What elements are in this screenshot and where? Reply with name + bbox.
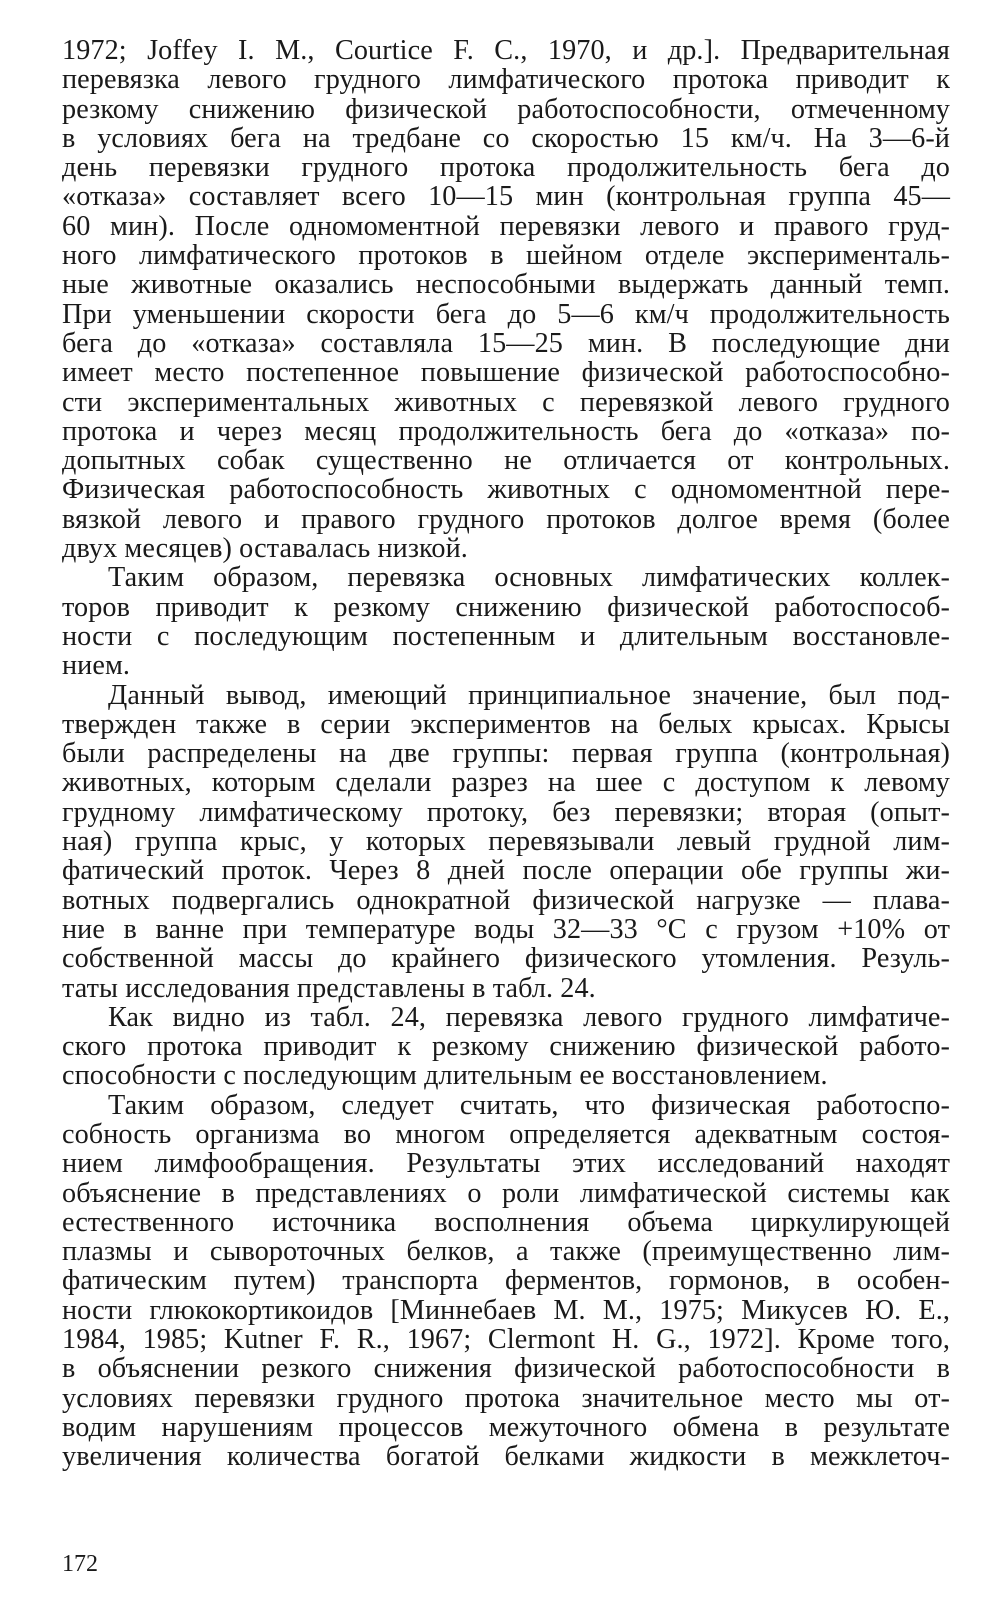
text-line: Таким образом, следует считать, что физическая работоспо- [108, 1089, 950, 1121]
text-line: допытных собак существенно не отличается от контрольных. [62, 445, 950, 477]
text-line: резкому снижению физической работоспособности, отмеченному [62, 93, 950, 125]
text-line: естественного источника восполнения объема циркулирующей [62, 1206, 950, 1238]
paragraph-4 [62, 1003, 950, 1091]
text-line: Как видно из табл. 24, перевязка левого грудного лимфатиче- [108, 1001, 950, 1033]
text-line: собственной массы до крайнего физического утомления. Резуль- [62, 943, 950, 975]
text-line: двух месяцев) оставалась низкой. [62, 533, 468, 565]
text-line: ского протока приводит к резкому снижению физической работо- [62, 1031, 950, 1063]
text-line: способности с последующим длительным ее восстановлением. [62, 1060, 828, 1092]
text-line: торов приводит к резкому снижению физической работоспособ- [62, 591, 950, 623]
text-line: в условиях бега на тредбане со скоростью 15 км/ч. На 3—6-й [62, 122, 950, 154]
paragraph-2 [62, 563, 950, 680]
text-line: грудному лимфатическому протоку, без перевязки; вторая (опыт- [62, 796, 950, 828]
text-line: вотных подвергались однократной физической нагрузке — плава- [62, 884, 950, 916]
text-line: протока и через месяц продолжительность бега до «отказа» по- [62, 415, 950, 447]
text-line: нием. [62, 650, 131, 682]
text-line: 1972; Joffey I. M., Courtice F. C., 1970, и др.]. Предварительная [62, 35, 950, 66]
text-line: 60 мин). После одномоментной перевязки левого и правого груд- [62, 210, 950, 242]
text-line: бега до «отказа» составляла 15—25 мин. В последующие дни [62, 327, 950, 359]
text-line: были распределены на две группы: первая группа (контрольная) [62, 738, 950, 770]
text-line: «отказа» составляет всего 10—15 мин (контрольная группа 45— [62, 181, 950, 213]
text-line: При уменьшении скорости бега до 5—6 км/ч продолжительность [62, 298, 950, 330]
text-line: Таким образом, перевязка основных лимфатических коллек- [108, 562, 950, 594]
text-line: ности глюкокортикоидов [Миннебаев М. М., 1975; Микусев Ю. Е., [62, 1294, 950, 1326]
text-line: условиях перевязки грудного протока значительное место мы от- [62, 1382, 950, 1414]
paragraph-1 [62, 36, 950, 563]
text-line: ные животные оказались неспособными выдержать данный темп. [62, 269, 950, 301]
text-line: в объяснении резкого снижения физической работоспособности в [62, 1353, 950, 1385]
text-line: твержден также в серии экспериментов на белых крысах. Крысы [62, 708, 950, 740]
text-line: объяснение в представлениях о роли лимфатической системы как [62, 1177, 950, 1209]
text-line: день перевязки грудного протока продолжительность бега до [62, 152, 950, 184]
text-line: ности с последующим постепенным и длительным восстановле- [62, 620, 950, 652]
page-body [62, 36, 950, 1472]
text-line: перевязка левого грудного лимфатического протока приводит к [62, 64, 950, 96]
text-line: Физическая работоспособность животных с одномоментной пере- [62, 474, 950, 506]
text-line: собность организма во многом определяется адекватным состоя- [62, 1118, 950, 1150]
text-line: ная) группа крыс, у которых перевязывали левый грудной лим- [62, 826, 950, 858]
text-line: 1984, 1985; Kutner F. R., 1967; Clermont H. G., 1972]. Кроме того, [62, 1324, 950, 1356]
text-line: таты исследования представлены в табл. 24. [62, 972, 596, 1004]
text-line: животных, которым сделали разрез на шее с доступом к левому [62, 767, 950, 799]
text-line: плазмы и сывороточных белков, а также (преимущественно лим- [62, 1236, 950, 1268]
paragraph-3 [62, 681, 950, 1003]
text-line: водим нарушениям процессов межуточного обмена в результате [62, 1411, 950, 1443]
text-line: ного лимфатического протоков в шейном отделе эксперименталь- [62, 240, 950, 272]
text-line: имеет место постепенное повышение физической работоспособно- [62, 357, 950, 389]
text-line: увеличения количества богатой белками жидкости в межклеточ- [62, 1441, 950, 1473]
text-line: вязкой левого и правого грудного протоков долгое время (более [62, 503, 950, 535]
text-line: нием лимфообращения. Результаты этих исследований находят [62, 1148, 950, 1180]
paragraph-5 [62, 1091, 950, 1472]
text-line: ние в ванне при температуре воды 32—33 °С с грузом +10% от [62, 913, 950, 945]
page-number: 172 [62, 1551, 98, 1577]
text-line: фатическим путем) транспорта ферментов, гормонов, в особен- [62, 1265, 950, 1297]
text-line: Данный вывод, имеющий принципиальное значение, был под- [108, 679, 950, 711]
text-line: фатический проток. Через 8 дней после операции обе группы жи- [62, 855, 950, 887]
text-line: сти экспериментальных животных с перевязкой левого грудного [62, 386, 950, 418]
